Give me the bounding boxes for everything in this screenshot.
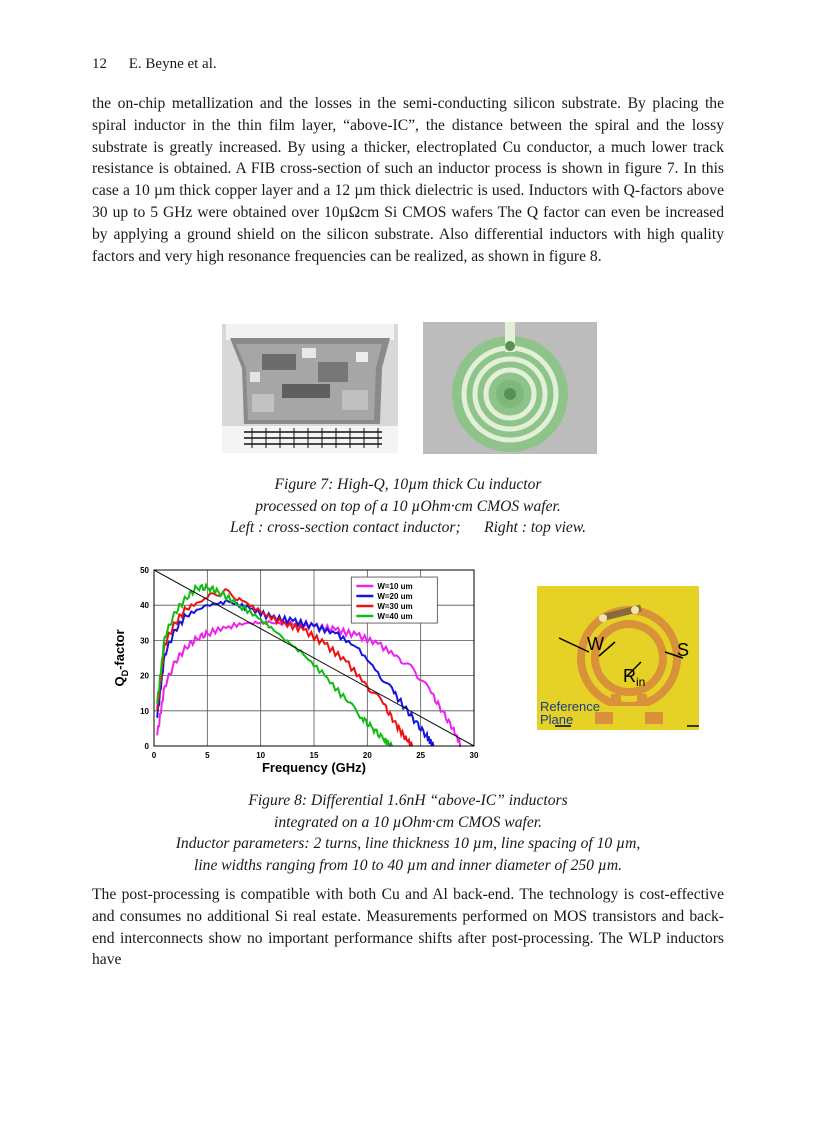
width-label: W: [587, 634, 604, 654]
spacing-label: S: [677, 640, 690, 660]
figure8-caption-line2: integrated on a 10 µOhm·cm CMOS wafer.: [274, 813, 542, 831]
figure8-caption: [60, 790, 756, 876]
figure7-cross-section-photo: [222, 324, 398, 453]
x-tick-label: 10: [256, 751, 266, 760]
q-factor-chart: [108, 562, 488, 782]
y-axis-label: $Q_D$-factor: [112, 629, 130, 687]
y-tick-label: 30: [140, 636, 149, 646]
reference-plane-label-line1: Reference: [540, 699, 600, 714]
body-paragraph-1: the on-chip metallization and the losses in the semi-conducting silicon substrate. By placing the spiral inductor in the thin film layer, “above-IC”, the distance between the spiral and the lossy substrate is greatly increased. By using a thicker, electroplated Cu conductor, a much lower track resistance is obtained. A FIB cross-section of such an inductor process is shown in figure 7. In this case a 10 µm thick copper layer and a 12 µm thick dielectric is used. Inductors with Q-factors above 30 up to 5 GHz were obtained over 10µΩcm Si CMOS wafers The Q factor can even be increased by applying a ground shield on the silicon substrate. Also differential inductors with high quality factors and very high resonance frequencies can be realized, as shown in figure 8.: [92, 95, 724, 265]
reference-plane-label-line2: Plane: [540, 712, 574, 727]
figure8-caption-line1: Figure 8: Differential 1.6nH “above-IC” inductors: [248, 792, 568, 809]
chart-legend: [351, 577, 437, 623]
x-tick-label: 20: [362, 751, 372, 760]
figure8-caption-line3: Inductor parameters: 2 turns, line thickness 10 µm, line spacing of 10 µm,: [175, 835, 641, 853]
x-tick-label: 25: [416, 751, 426, 760]
page-number: 12: [92, 56, 107, 72]
running-header-authors: E. Beyne et al.: [128, 56, 217, 72]
differential-inductor-image: [537, 586, 699, 730]
inner-radius-r: R: [623, 666, 636, 686]
figure8-caption-line4: line widths ranging from 10 to 40 µm and inner diameter of 250 µm.: [193, 856, 623, 874]
legend-label: W=30 um: [377, 602, 413, 612]
legend-label: W=10 um: [377, 582, 413, 592]
x-axis-label: Frequency (GHz): [261, 760, 367, 775]
figure7-caption-line3: Left : cross-section contact inductor; Right : top view.: [230, 519, 586, 537]
y-tick-label: 10: [140, 706, 149, 716]
x-tick-label: 15: [309, 751, 319, 760]
inductor-top-view-image: [423, 322, 597, 454]
y-tick-label: 50: [140, 566, 149, 575]
series-line-w-10-um: [157, 621, 461, 746]
y-tick-label: 40: [140, 601, 149, 611]
running-header: [92, 56, 217, 73]
legend-label: W=20 um: [377, 592, 413, 602]
figure7-caption: [60, 474, 756, 539]
x-tick-label: 30: [469, 751, 479, 760]
y-tick-label: 0: [144, 742, 149, 751]
figure7-caption-line2: processed on top of a 10 µOhm·cm CMOS wafer.: [255, 497, 561, 515]
body-paragraph-2: The post-processing is compatible with both Cu and Al back-end. The technology is cost-effective and consumes no additional Si real estate. Measurements performed on MOS transistors and back-end interconnects show no important performance shifts after post-processing. The WLP inductors have: [92, 886, 724, 969]
legend-label: W=40 um: [377, 612, 413, 622]
x-tick-label: 0: [151, 751, 157, 760]
figure7-top-view-photo: [423, 322, 597, 454]
figure8-inductor-photo: [537, 586, 699, 730]
cross-section-image: [222, 324, 398, 453]
figure7-caption-line1: Figure 7: High-Q, 10µm thick Cu inductor: [274, 476, 542, 493]
inner-radius-subscript: in: [636, 675, 646, 689]
y-tick-label: 20: [140, 671, 149, 681]
x-tick-label: 5: [205, 751, 210, 760]
